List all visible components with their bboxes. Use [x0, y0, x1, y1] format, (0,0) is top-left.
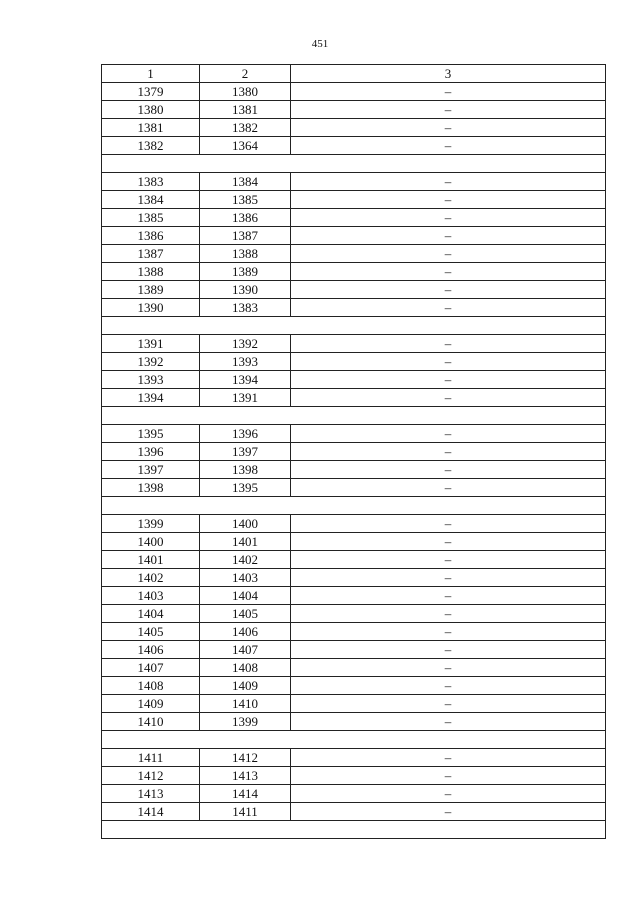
table-cell-col2: 1385: [200, 191, 291, 209]
table-row: [102, 623, 606, 641]
table-cell-col3: –: [291, 101, 606, 119]
table-cell-col2: 1412: [200, 749, 291, 767]
table-cell-col2: 1413: [200, 767, 291, 785]
table-cell-col1: 1399: [102, 515, 200, 533]
table-row: [102, 389, 606, 407]
table-cell-col1: 1390: [102, 299, 200, 317]
table-cell-col3: –: [291, 533, 606, 551]
table-cell-col2: 1408: [200, 659, 291, 677]
table-cell-col2: 1391: [200, 389, 291, 407]
separator-cell: [102, 821, 606, 839]
table-cell-col2: 1410: [200, 695, 291, 713]
table-cell-col3: –: [291, 191, 606, 209]
table-cell-col1: 1408: [102, 677, 200, 695]
group-separator-row: [102, 821, 606, 839]
column-header-1: 1: [102, 65, 200, 83]
table-cell-col1: 1411: [102, 749, 200, 767]
table-row: [102, 767, 606, 785]
table-cell-col2: 1380: [200, 83, 291, 101]
column-header-3: 3: [291, 65, 606, 83]
table-row: [102, 803, 606, 821]
table-row: [102, 83, 606, 101]
table-cell-col3: –: [291, 227, 606, 245]
table-cell-col3: –: [291, 767, 606, 785]
table-cell-col3: –: [291, 389, 606, 407]
table-row: [102, 299, 606, 317]
table-cell-col3: –: [291, 335, 606, 353]
table-cell-col3: –: [291, 641, 606, 659]
table-row: [102, 227, 606, 245]
separator-cell: [102, 497, 606, 515]
table-cell-col2: 1414: [200, 785, 291, 803]
table-cell-col2: 1395: [200, 479, 291, 497]
table-cell-col1: 1379: [102, 83, 200, 101]
column-header-2: 2: [200, 65, 291, 83]
table-cell-col1: 1391: [102, 335, 200, 353]
separator-cell: [102, 407, 606, 425]
table-cell-col3: –: [291, 281, 606, 299]
table-cell-col2: 1404: [200, 587, 291, 605]
table-cell-col3: –: [291, 695, 606, 713]
table-row: [102, 605, 606, 623]
table-cell-col3: –: [291, 263, 606, 281]
table-cell-col2: 1402: [200, 551, 291, 569]
table-row: [102, 515, 606, 533]
table-cell-col2: 1382: [200, 119, 291, 137]
table-cell-col1: 1404: [102, 605, 200, 623]
table-cell-col2: 1396: [200, 425, 291, 443]
table-cell-col2: 1389: [200, 263, 291, 281]
table-cell-col2: 1393: [200, 353, 291, 371]
table-cell-col3: –: [291, 443, 606, 461]
table-cell-col3: –: [291, 299, 606, 317]
table-cell-col2: 1397: [200, 443, 291, 461]
table-cell-col2: 1388: [200, 245, 291, 263]
table-cell-col3: –: [291, 659, 606, 677]
table-cell-col3: –: [291, 245, 606, 263]
table-cell-col2: 1405: [200, 605, 291, 623]
table-row: [102, 551, 606, 569]
table-cell-col1: 1382: [102, 137, 200, 155]
table-cell-col3: –: [291, 623, 606, 641]
table-cell-col1: 1384: [102, 191, 200, 209]
table-row: [102, 335, 606, 353]
table-cell-col1: 1398: [102, 479, 200, 497]
table-cell-col2: 1387: [200, 227, 291, 245]
table-cell-col2: 1399: [200, 713, 291, 731]
table-cell-col3: –: [291, 137, 606, 155]
group-separator-row: [102, 407, 606, 425]
table-row: [102, 137, 606, 155]
table-cell-col1: 1405: [102, 623, 200, 641]
table-cell-col1: 1393: [102, 371, 200, 389]
table-cell-col1: 1380: [102, 101, 200, 119]
table-cell-col1: 1388: [102, 263, 200, 281]
table-cell-col1: 1400: [102, 533, 200, 551]
table-row: [102, 461, 606, 479]
table-cell-col1: 1395: [102, 425, 200, 443]
table-row: [102, 479, 606, 497]
separator-cell: [102, 317, 606, 335]
table-cell-col3: –: [291, 461, 606, 479]
table-cell-col3: –: [291, 83, 606, 101]
table-cell-col3: –: [291, 713, 606, 731]
table-cell-col2: 1384: [200, 173, 291, 191]
table-cell-col2: 1386: [200, 209, 291, 227]
table-row: [102, 443, 606, 461]
table-header: [102, 65, 606, 83]
table-cell-col1: 1385: [102, 209, 200, 227]
table-row: [102, 263, 606, 281]
table-cell-col3: –: [291, 353, 606, 371]
table-row: [102, 101, 606, 119]
group-separator-row: [102, 155, 606, 173]
table-cell-col3: –: [291, 605, 606, 623]
table-row: [102, 677, 606, 695]
table-row: [102, 281, 606, 299]
table-cell-col1: 1397: [102, 461, 200, 479]
table-cell-col2: 1383: [200, 299, 291, 317]
table-cell-col3: –: [291, 479, 606, 497]
table-row: [102, 353, 606, 371]
table-cell-col3: –: [291, 785, 606, 803]
data-table: [101, 64, 606, 839]
table-row: [102, 371, 606, 389]
table-cell-col2: 1381: [200, 101, 291, 119]
table-cell-col2: 1407: [200, 641, 291, 659]
table-cell-col3: –: [291, 425, 606, 443]
table-cell-col1: 1402: [102, 569, 200, 587]
table-cell-col2: 1398: [200, 461, 291, 479]
table-row: [102, 749, 606, 767]
table-cell-col2: 1411: [200, 803, 291, 821]
table-cell-col1: 1383: [102, 173, 200, 191]
table-cell-col1: 1413: [102, 785, 200, 803]
table-row: [102, 425, 606, 443]
page-number: 451: [311, 38, 329, 50]
table-cell-col3: –: [291, 677, 606, 695]
table-row: [102, 209, 606, 227]
group-separator-row: [102, 497, 606, 515]
table-cell-col2: 1392: [200, 335, 291, 353]
table-cell-col1: 1412: [102, 767, 200, 785]
group-separator-row: [102, 731, 606, 749]
table-cell-col2: 1394: [200, 371, 291, 389]
table-row: [102, 785, 606, 803]
table-cell-col1: 1381: [102, 119, 200, 137]
table-cell-col1: 1389: [102, 281, 200, 299]
table-cell-col2: 1390: [200, 281, 291, 299]
separator-cell: [102, 155, 606, 173]
table-cell-col1: 1406: [102, 641, 200, 659]
table-cell-col3: –: [291, 371, 606, 389]
table-cell-col3: –: [291, 551, 606, 569]
table-cell-col1: 1403: [102, 587, 200, 605]
table-cell-col1: 1386: [102, 227, 200, 245]
table-row: [102, 533, 606, 551]
table-cell-col2: 1401: [200, 533, 291, 551]
table-row: [102, 641, 606, 659]
group-separator-row: [102, 317, 606, 335]
table-cell-col2: 1403: [200, 569, 291, 587]
table-cell-col3: –: [291, 569, 606, 587]
table-cell-col3: –: [291, 515, 606, 533]
table-row: [102, 173, 606, 191]
table-cell-col3: –: [291, 173, 606, 191]
table-cell-col3: –: [291, 749, 606, 767]
table-row: [102, 587, 606, 605]
table-row: [102, 695, 606, 713]
table-row: [102, 569, 606, 587]
table-cell-col1: 1396: [102, 443, 200, 461]
table-cell-col3: –: [291, 209, 606, 227]
table-body: [102, 83, 606, 839]
table-row: [102, 191, 606, 209]
table-cell-col2: 1400: [200, 515, 291, 533]
table-cell-col3: –: [291, 803, 606, 821]
table-cell-col2: 1406: [200, 623, 291, 641]
table-cell-col1: 1392: [102, 353, 200, 371]
table-cell-col1: 1394: [102, 389, 200, 407]
separator-cell: [102, 731, 606, 749]
table-cell-col1: 1401: [102, 551, 200, 569]
table-row: [102, 659, 606, 677]
table-cell-col2: 1409: [200, 677, 291, 695]
table-cell-col1: 1407: [102, 659, 200, 677]
table-cell-col2: 1364: [200, 137, 291, 155]
table-cell-col3: –: [291, 587, 606, 605]
table-cell-col3: –: [291, 119, 606, 137]
table-cell-col1: 1387: [102, 245, 200, 263]
table-cell-col1: 1410: [102, 713, 200, 731]
table-cell-col1: 1409: [102, 695, 200, 713]
table-row: [102, 119, 606, 137]
table-row: [102, 713, 606, 731]
table-cell-col1: 1414: [102, 803, 200, 821]
header-row: [102, 65, 606, 83]
table-row: [102, 245, 606, 263]
